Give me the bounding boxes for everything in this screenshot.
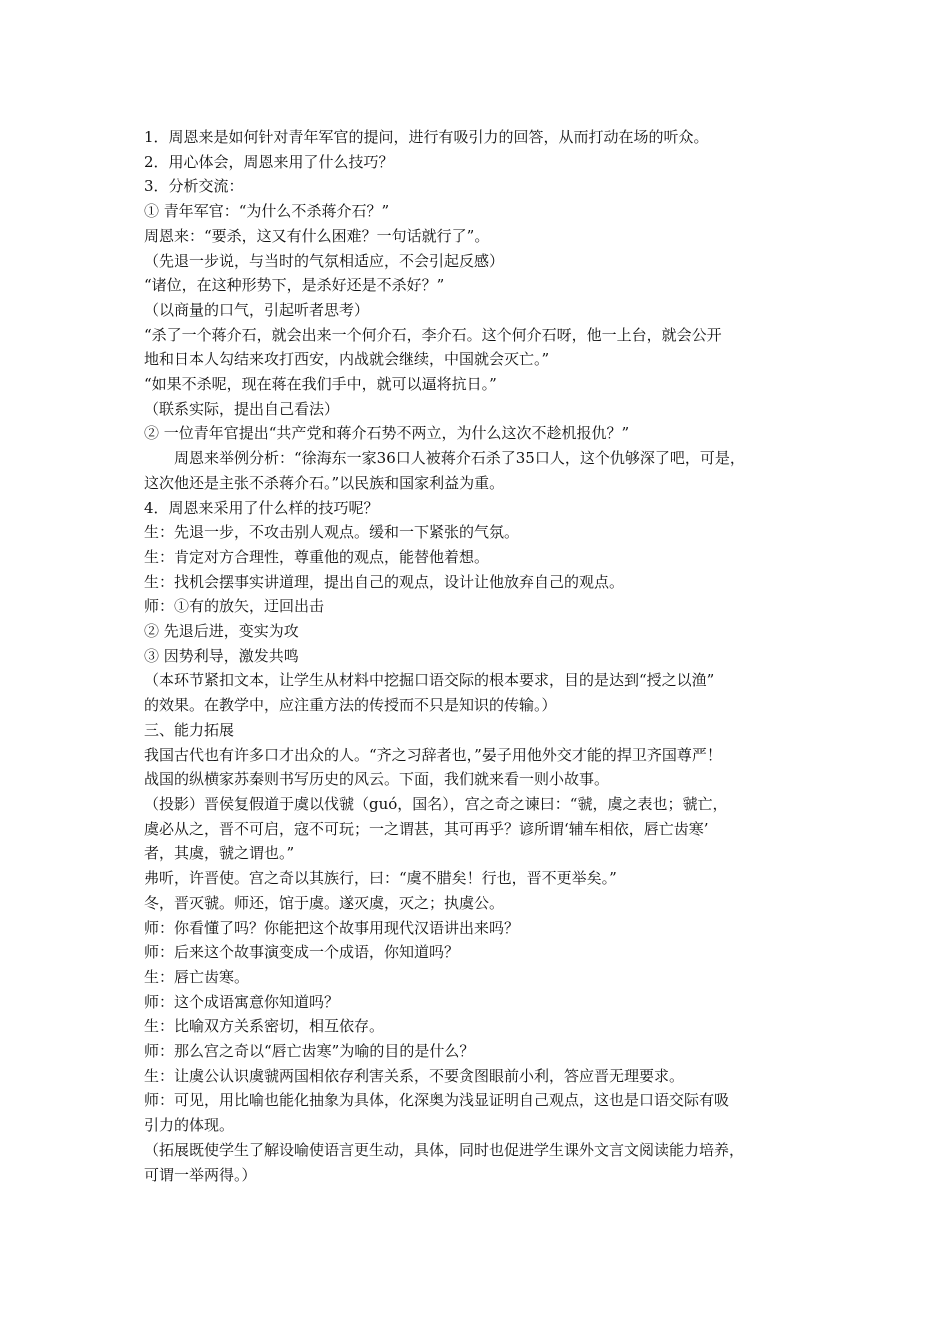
text-line: 周恩来举例分析：“徐海东一家36口人被蒋介石杀了35口人，这个仇够深了吧，可是， xyxy=(174,449,745,468)
question-1: 1．周恩来是如何针对青年军官的提问，进行有吸引力的回答，从而打动在场的听众。 xyxy=(144,128,709,146)
text-line: 冬，晋灭虢。师还，馆于虞。遂灭虞，灭之；执虞公。 xyxy=(144,893,505,912)
text-line: ③ 因势利导，激发共鸣 xyxy=(144,646,299,665)
text-line: 师：①有的放矢，迂回出击 xyxy=(144,597,325,616)
document-body xyxy=(144,125,814,1187)
text-line: 生：找机会摆事实讲道理，提出自己的观点，设计让他放弃自己的观点。 xyxy=(144,572,625,591)
text-line: “杀了一个蒋介石，就会出来一个何介石，李介石。这个何介石呀，他一上台，就会公开 xyxy=(144,325,722,344)
text-line: （以商量的口气，引起听者思考） xyxy=(144,300,370,319)
text-line: 师：后来这个故事演变成一个成语，你知道吗？ xyxy=(144,943,460,962)
text-line: 可谓一举两得。） xyxy=(144,1165,257,1184)
section-heading: 三、能力拓展 xyxy=(144,720,235,739)
question-3: 3．分析交流： xyxy=(144,177,244,196)
text-line: 这次他还是主张不杀蒋介石。”以民族和国家利益为重。 xyxy=(144,473,505,492)
text-line: 者，其虞，虢之谓也。” xyxy=(144,844,295,863)
text-line: 生：肯定对方合理性，尊重他的观点，能替他着想。 xyxy=(144,547,490,566)
text-line: （拓展既使学生了解设喻使语言更生动，具体，同时也促进学生课外文言文阅读能力培养， xyxy=(144,1140,745,1159)
text-line: ② 一位青年官提出“共产党和蒋介石势不两立，为什么这次不趁机报仇？” xyxy=(144,424,630,443)
text-line: （本环节紧扣文本，让学生从材料中挖掘口语交际的根本要求，目的是达到“授之以渔” xyxy=(144,671,715,690)
text-line: 我国古代也有许多口才出众的人。“齐之习辞者也，”晏子用他外交才能的捍卫齐国尊严！ xyxy=(144,745,722,764)
text-line: （联系实际，提出自己看法） xyxy=(144,399,340,418)
text-line: 地和日本人勾结来攻打西安，内战就会继续，中国就会灭亡。” xyxy=(144,350,550,369)
text-line: （先退一步说，与当时的气氛相适应，不会引起反感） xyxy=(144,251,505,270)
text-line: （投影）晋侯复假道于虞以伐虢（guó，国名），宫之奇之谏曰：“虢，虞之表也；虢亡， xyxy=(144,794,728,813)
text-line: “如果不杀呢，现在蒋在我们手中，就可以逼将抗日。” xyxy=(144,375,497,394)
text-line: 战国的纵横家苏秦则书写历史的风云。下面，我们就来看一则小故事。 xyxy=(144,770,610,789)
text-line: 的效果。在教学中，应注重方法的传授而不只是知识的传输。） xyxy=(144,696,557,715)
text-line: ① 青年军官：“为什么不杀蒋介石？” xyxy=(144,202,390,221)
text-line: 生：先退一步，不攻击别人观点。缓和一下紧张的气氛。 xyxy=(144,523,520,542)
text-line: 师：你看懂了吗？你能把这个故事用现代汉语讲出来吗？ xyxy=(144,918,520,937)
text-line: “诸位，在这种形势下，是杀好还是不杀好？” xyxy=(144,276,445,295)
text-line: 生：让虞公认识虞虢两国相依存利害关系，不要贪图眼前小利，答应晋无理要求。 xyxy=(144,1066,685,1085)
text-line: 师：可见，用比喻也能化抽象为具体，化深奥为浅显证明自己观点，这也是口语交际有吸 xyxy=(144,1091,730,1110)
text-line: 虞必从之，晋不可启，寇不可玩；一之谓甚，其可再乎？谚所谓‘辅车相依，唇亡齿寒’ xyxy=(144,819,709,838)
text-line: 引力的体现。 xyxy=(144,1116,235,1135)
text-line: ② 先退后进，变实为攻 xyxy=(144,622,299,641)
text-line: 师：这个成语寓意你知道吗？ xyxy=(144,992,340,1011)
text-line: 周恩来：“要杀，这又有什么困难？一句话就行了”。 xyxy=(144,226,490,245)
text-line: 师：那么宫之奇以“唇亡齿寒”为喻的目的是什么？ xyxy=(144,1042,475,1061)
text-line: 生：比喻双方关系密切，相互依存。 xyxy=(144,1017,385,1036)
question-4: 4．周恩来采用了什么样的技巧呢？ xyxy=(144,498,379,517)
question-2: 2．用心体会，周恩来用了什么技巧？ xyxy=(144,152,394,171)
text-line: 生：唇亡齿寒。 xyxy=(144,967,250,986)
text-line: 弗听，许晋使。宫之奇以其族行，曰：“虞不腊矣！行也，晋不更举矣。” xyxy=(144,869,617,888)
